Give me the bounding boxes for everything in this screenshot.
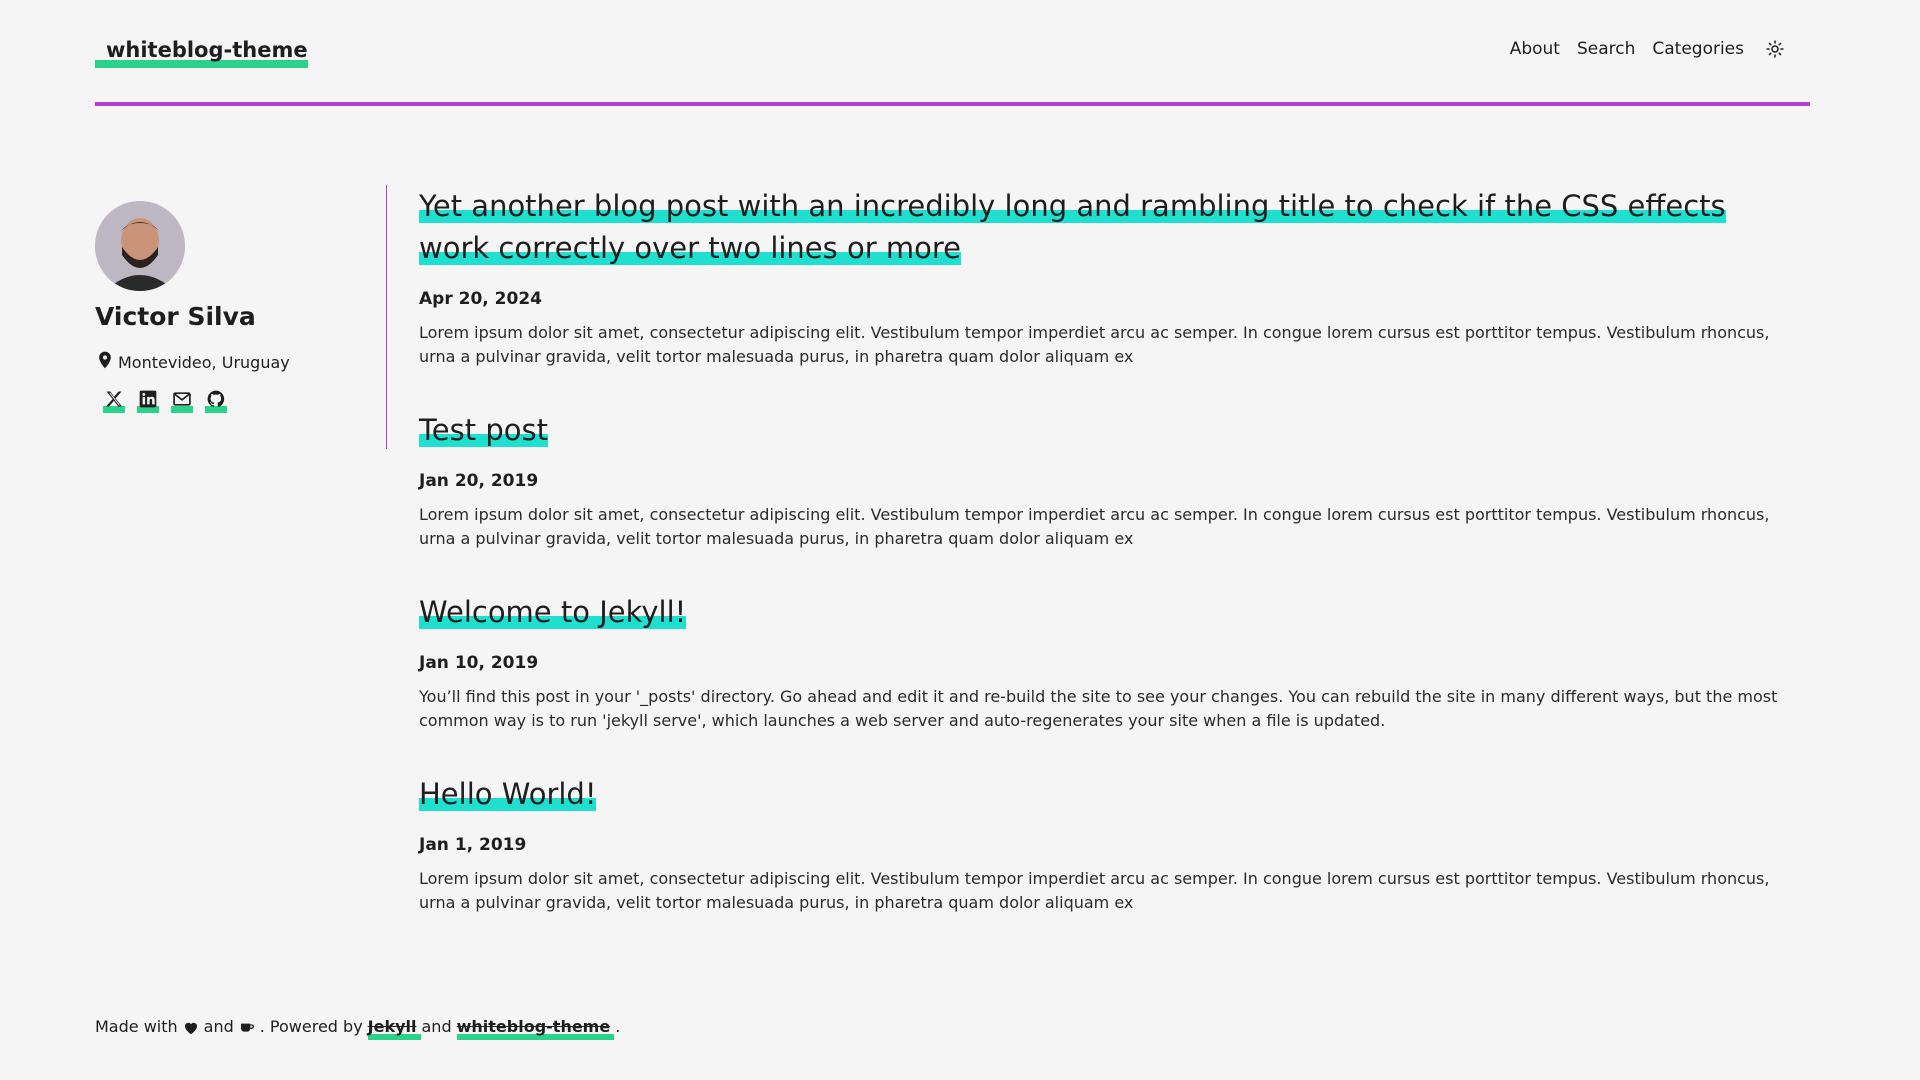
post-excerpt: Lorem ipsum dolor sit amet, consectetur adipiscing elit. Vestibulum tempor imperdiet arcu ac semper. In congue lorem cursus est porttitor tempus. Vestibulum rhoncus, urna a pulvinar gravida, velit tortor malesuada purus, in pharetra quam dolor aliquam ex	[419, 869, 1770, 912]
post-title[interactable]	[419, 773, 1789, 815]
footer-end: .	[615, 1017, 621, 1036]
post-item	[419, 409, 1789, 551]
post-excerpt: You’ll find this post in your '_posts' directory. Go ahead and edit it and re-build the site to see your changes. You can rebuild the site in many different ways, but the most common way is to run 'jekyll serve', which launches a web server and auto-regenerates your site when a file is updated.	[419, 687, 1778, 730]
post-date: Apr 20, 2024	[419, 289, 542, 309]
post-excerpt: Lorem ipsum dolor sit amet, consectetur adipiscing elit. Vestibulum tempor imperdiet arcu ac semper. In congue lorem cursus est porttitor tempus. Vestibulum rhoncus, urna a pulvinar gravida, velit tortor malesuada purus, in pharetra quam dolor aliquam ex	[419, 505, 1770, 548]
github-icon[interactable]	[205, 388, 227, 410]
linkedin-icon[interactable]	[137, 388, 159, 410]
heart-icon	[183, 1020, 199, 1035]
site-title-link[interactable]: whiteblog-theme	[95, 38, 318, 62]
map-pin-icon	[95, 349, 118, 377]
whiteblog-theme-link[interactable]: whiteblog-theme	[457, 1015, 611, 1039]
email-icon[interactable]	[171, 388, 193, 410]
post-item	[419, 773, 1789, 915]
coffee-icon	[239, 1020, 255, 1034]
sun-icon[interactable]	[1764, 38, 1786, 60]
footer-made-with: Made with	[95, 1017, 178, 1036]
post-title[interactable]	[419, 409, 1789, 451]
post-title-link[interactable]: Hello World!	[419, 777, 597, 811]
post-title[interactable]	[419, 591, 1789, 633]
jekyll-link[interactable]: Jekyll	[368, 1015, 417, 1039]
post-excerpt: Lorem ipsum dolor sit amet, consectetur adipiscing elit. Vestibulum tempor imperdiet arcu ac semper. In congue lorem cursus est porttitor tempus. Vestibulum rhoncus, urna a pulvinar gravida, velit tortor malesuada purus, in pharetra quam dolor aliquam ex	[419, 323, 1770, 366]
location-text: Montevideo, Uruguay	[118, 353, 290, 372]
footer-and-1: and	[203, 1017, 234, 1036]
post-item	[419, 185, 1789, 369]
x-icon[interactable]	[103, 388, 125, 410]
nav-categories[interactable]: Categories	[1652, 39, 1744, 59]
post-list	[419, 185, 1789, 955]
post-date: Jan 20, 2019	[419, 471, 539, 491]
avatar	[95, 201, 185, 291]
site-footer	[95, 1015, 620, 1039]
footer-and-2: and	[421, 1017, 452, 1036]
footer-powered-by: . Powered by	[259, 1017, 363, 1036]
post-title-link[interactable]: Welcome to Jekyll!	[419, 595, 687, 629]
author-location	[95, 349, 290, 377]
post-title[interactable]	[419, 185, 1789, 269]
social-links	[103, 388, 227, 410]
nav-about[interactable]: About	[1509, 39, 1560, 59]
author-sidebar	[95, 185, 387, 449]
site-header	[95, 0, 1810, 106]
main-nav	[1493, 36, 1786, 62]
author-name: Victor Silva	[95, 302, 256, 331]
page	[95, 0, 1810, 1080]
nav-search[interactable]: Search	[1576, 39, 1636, 59]
post-date: Jan 10, 2019	[419, 653, 539, 673]
post-title-link[interactable]: Yet another blog post with an incredibly long and rambling title to check if the CSS effects work correctly over two lines or more	[419, 189, 1726, 265]
post-title-link[interactable]: Test post	[419, 413, 548, 447]
post-date: Jan 1, 2019	[419, 835, 527, 855]
post-item	[419, 591, 1789, 733]
